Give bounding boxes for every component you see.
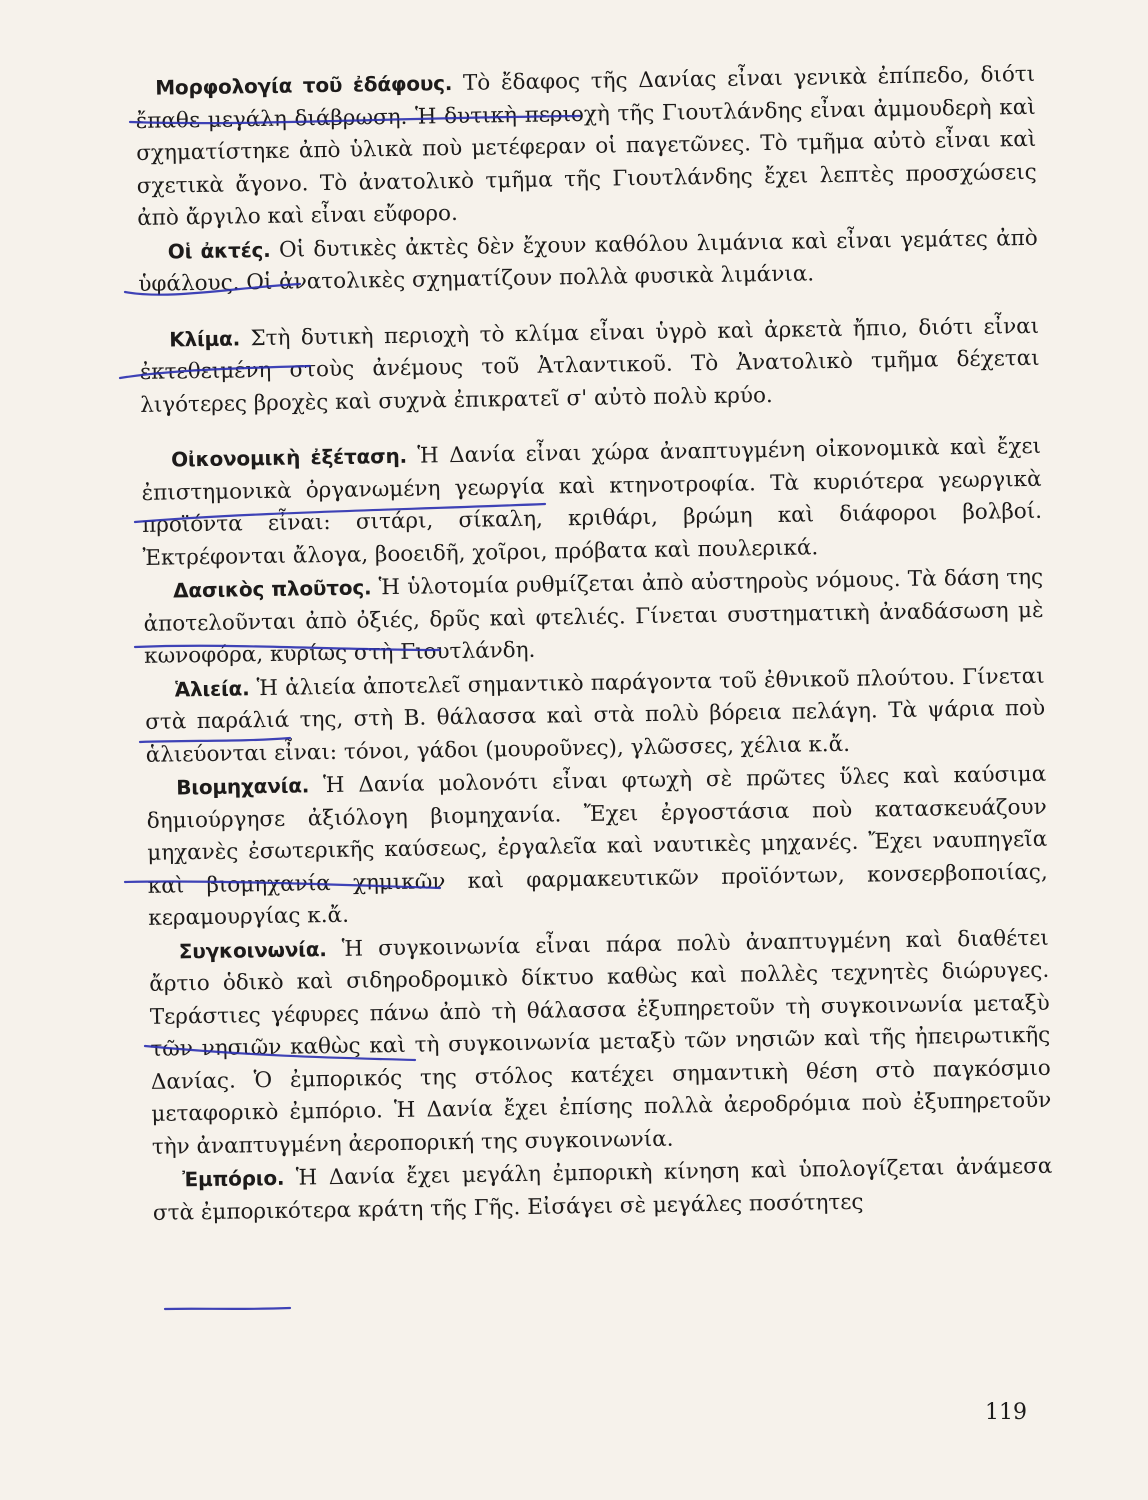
text-economy: Ἡ Δανία εἶναι χώρα ἀναπτυγμένη οἰκονομικὰ καὶ ἔχει ἐπιστημονικὰ ὀργανωμένη γεωργία καὶ κτηνοτροφία. Τὰ κυριότερα γεωργικὰ προϊόντα εἶναι: σιτάρι, σίκαλη, κριθάρι, βρώμη καὶ διάφοροι βολβοί. Ἐκτρέφονται ἄλογα, βοοειδῆ, χοῖροι, πρόβατα καὶ πουλερικά. [141, 433, 1043, 571]
page-number: 119 [985, 1400, 1027, 1425]
heading-climate: Κλίμα. [169, 325, 241, 351]
text-morphology: Τὸ ἔδαφος τῆς Δανίας εἶναι γενικὰ ἐπίπεδο, διότι ἔπαθε μεγάλη διάβρωση. Ἡ δυτικὴ περιοχὴ τῆς Γιουτλάνδης εἶναι ἀμμουδερὴ καὶ σχηματίστηκε ἀπὸ ὑλικὰ ποὺ μετέφεραν οἱ παγετῶνες. Τὸ τμῆμα αὐτὸ εἶναι καὶ σχετικὰ ἄγονο. Τὸ ἀνατολικὸ τμῆμα τῆς Γιουτλάνδης ἔχει λεπτὲς προσχώσεις ἀπὸ ἄργιλο καὶ εἶναι εὔφορο. [135, 61, 1037, 231]
heading-coasts: Οἱ ἀκτές. [167, 237, 271, 264]
text-coasts: Οἱ δυτικὲς ἀκτὲς δὲν ἔχουν καθόλου λιμάνια καὶ εἶναι γεμάτες ἀπὸ ὑφάλους. Οἱ ἀνατολικὲς σχηματίζουν πολλὰ φυσικὰ λιμάνια. [138, 225, 1038, 297]
text-industry: Ἡ Δανία μολονότι εἶναι φτωχὴ σὲ πρῶτες ὕλες καὶ καύσιμα δημιούργησε ἀξιόλογη βιομηχανία. Ἔχει ἐργοστάσια ποὺ κατασκευάζουν μηχανὲς ἐσωτερικῆς καύσεως, ἐργαλεῖα καὶ ναυτικὲς μηχανές. Ἔχει ναυπηγεῖα καὶ βιομηχανία χημικῶν καὶ φαρμακευτικῶν προϊόντων, κονσερβοποιίας, κεραμουργίας κ.ἄ. [146, 761, 1048, 931]
text-transport: Ἡ συγκοινωνία εἶναι πάρα πολὺ ἀναπτυγμένη καὶ διαθέτει ἄρτιο ὁδικὸ καὶ σιδηροδρομικὸ δίκτυο καθὼς καὶ πολλὲς τεχνητὲς διώρυγες. Τεράστιες γέφυρες πάνω ἀπὸ τὴ θάλασσα ἐξυπηρετοῦν τὴ συγκοινωνία μεταξὺ τῶν νησιῶν καθὼς καὶ τὴ συγκοινωνία μεταξὺ τῶν νησιῶν καὶ τῆς ἠπειρωτικῆς Δανίας. Ὁ ἐμπορικός της στόλος κατέχει σημαντικὴ θέση στὸ παγκόσμιο μεταφορικὸ ἐμπόριο. Ἡ Δανία ἔχει ἐπίσης πολλὰ ἀεροδρόμια ποὺ ἐξυπηρετοῦν τὴν ἀναπτυγμένη ἀεροπορική της συγκοινωνία. [149, 925, 1052, 1160]
paragraph-trade [152, 1150, 1053, 1230]
paragraph-morphology [135, 58, 1037, 236]
heading-fishing: Ἁλιεία. [174, 675, 250, 701]
paragraph-economy [141, 430, 1043, 575]
underline-trade [165, 1308, 290, 1309]
paragraph-climate [139, 309, 1040, 422]
page-body [135, 58, 1053, 1230]
paragraph-forestry [143, 561, 1044, 674]
text-fishing: Ἡ ἁλιεία ἀποτελεῖ σημαντικὸ παράγοντα τοῦ ἐθνικοῦ πλούτου. Γίνεται στὰ παράλιά της, στὴ Β. θάλασσα καὶ στὰ πολὺ βόρεια πελάγη. Τὰ ψάρια ποὺ ἁλιεύονται εἶναι: τόνοι, γάδοι (μουροῦνες), γλῶσσες, χέλια κ.ἄ. [145, 663, 1046, 768]
heading-economy: Οἰκονομικὴ ἐξέταση. [170, 443, 408, 472]
text-trade: Ἡ Δανία ἔχει μεγάλη ἐμπορικὴ κίνηση καὶ ὑπολογίζεται ἀνάμεσα στὰ ἐμπορικότερα κράτη τῆς Γῆς. Εἰσάγει σὲ μεγάλες ποσότητες [152, 1153, 1053, 1226]
paragraph-transport [149, 921, 1052, 1164]
paragraph-fishing [144, 659, 1045, 772]
heading-morphology: Μορφολογία τοῦ ἐδάφους. [155, 71, 453, 100]
heading-forestry: Δασικὸς πλοῦτος. [172, 575, 372, 603]
heading-industry: Βιομηχανία. [176, 773, 310, 800]
text-climate: Στὴ δυτικὴ περιοχὴ τὸ κλίμα εἶναι ὑγρὸ καὶ ἀρκετὰ ἤπιο, διότι εἶναι ἐκτεθειμένη στοὺς ἀνέμους τοῦ Ἀτλαντικοῦ. Τὸ Ἀνατολικὸ τμῆμα δέχεται λιγότερες βροχὲς καὶ συχνὰ ἐπικρατεῖ σ' αὐτὸ πολὺ κρύο. [139, 313, 1040, 418]
heading-trade: Ἐμπόριο. [182, 1165, 285, 1192]
paragraph-industry [146, 758, 1048, 936]
heading-transport: Συγκοινωνία. [178, 936, 327, 963]
text-forestry: Ἡ ὑλοτομία ρυθμίζεται ἀπὸ αὐστηροὺς νόμους. Τὰ δάση της ἀποτελοῦνται ἀπὸ ὀξιές, δρῦς καὶ φτελιές. Γίνεται συστηματικὴ ἀναδάσωση μὲ κωνοφόρα, κυρίως στὴ Γιουτλάνδη. [143, 564, 1044, 669]
